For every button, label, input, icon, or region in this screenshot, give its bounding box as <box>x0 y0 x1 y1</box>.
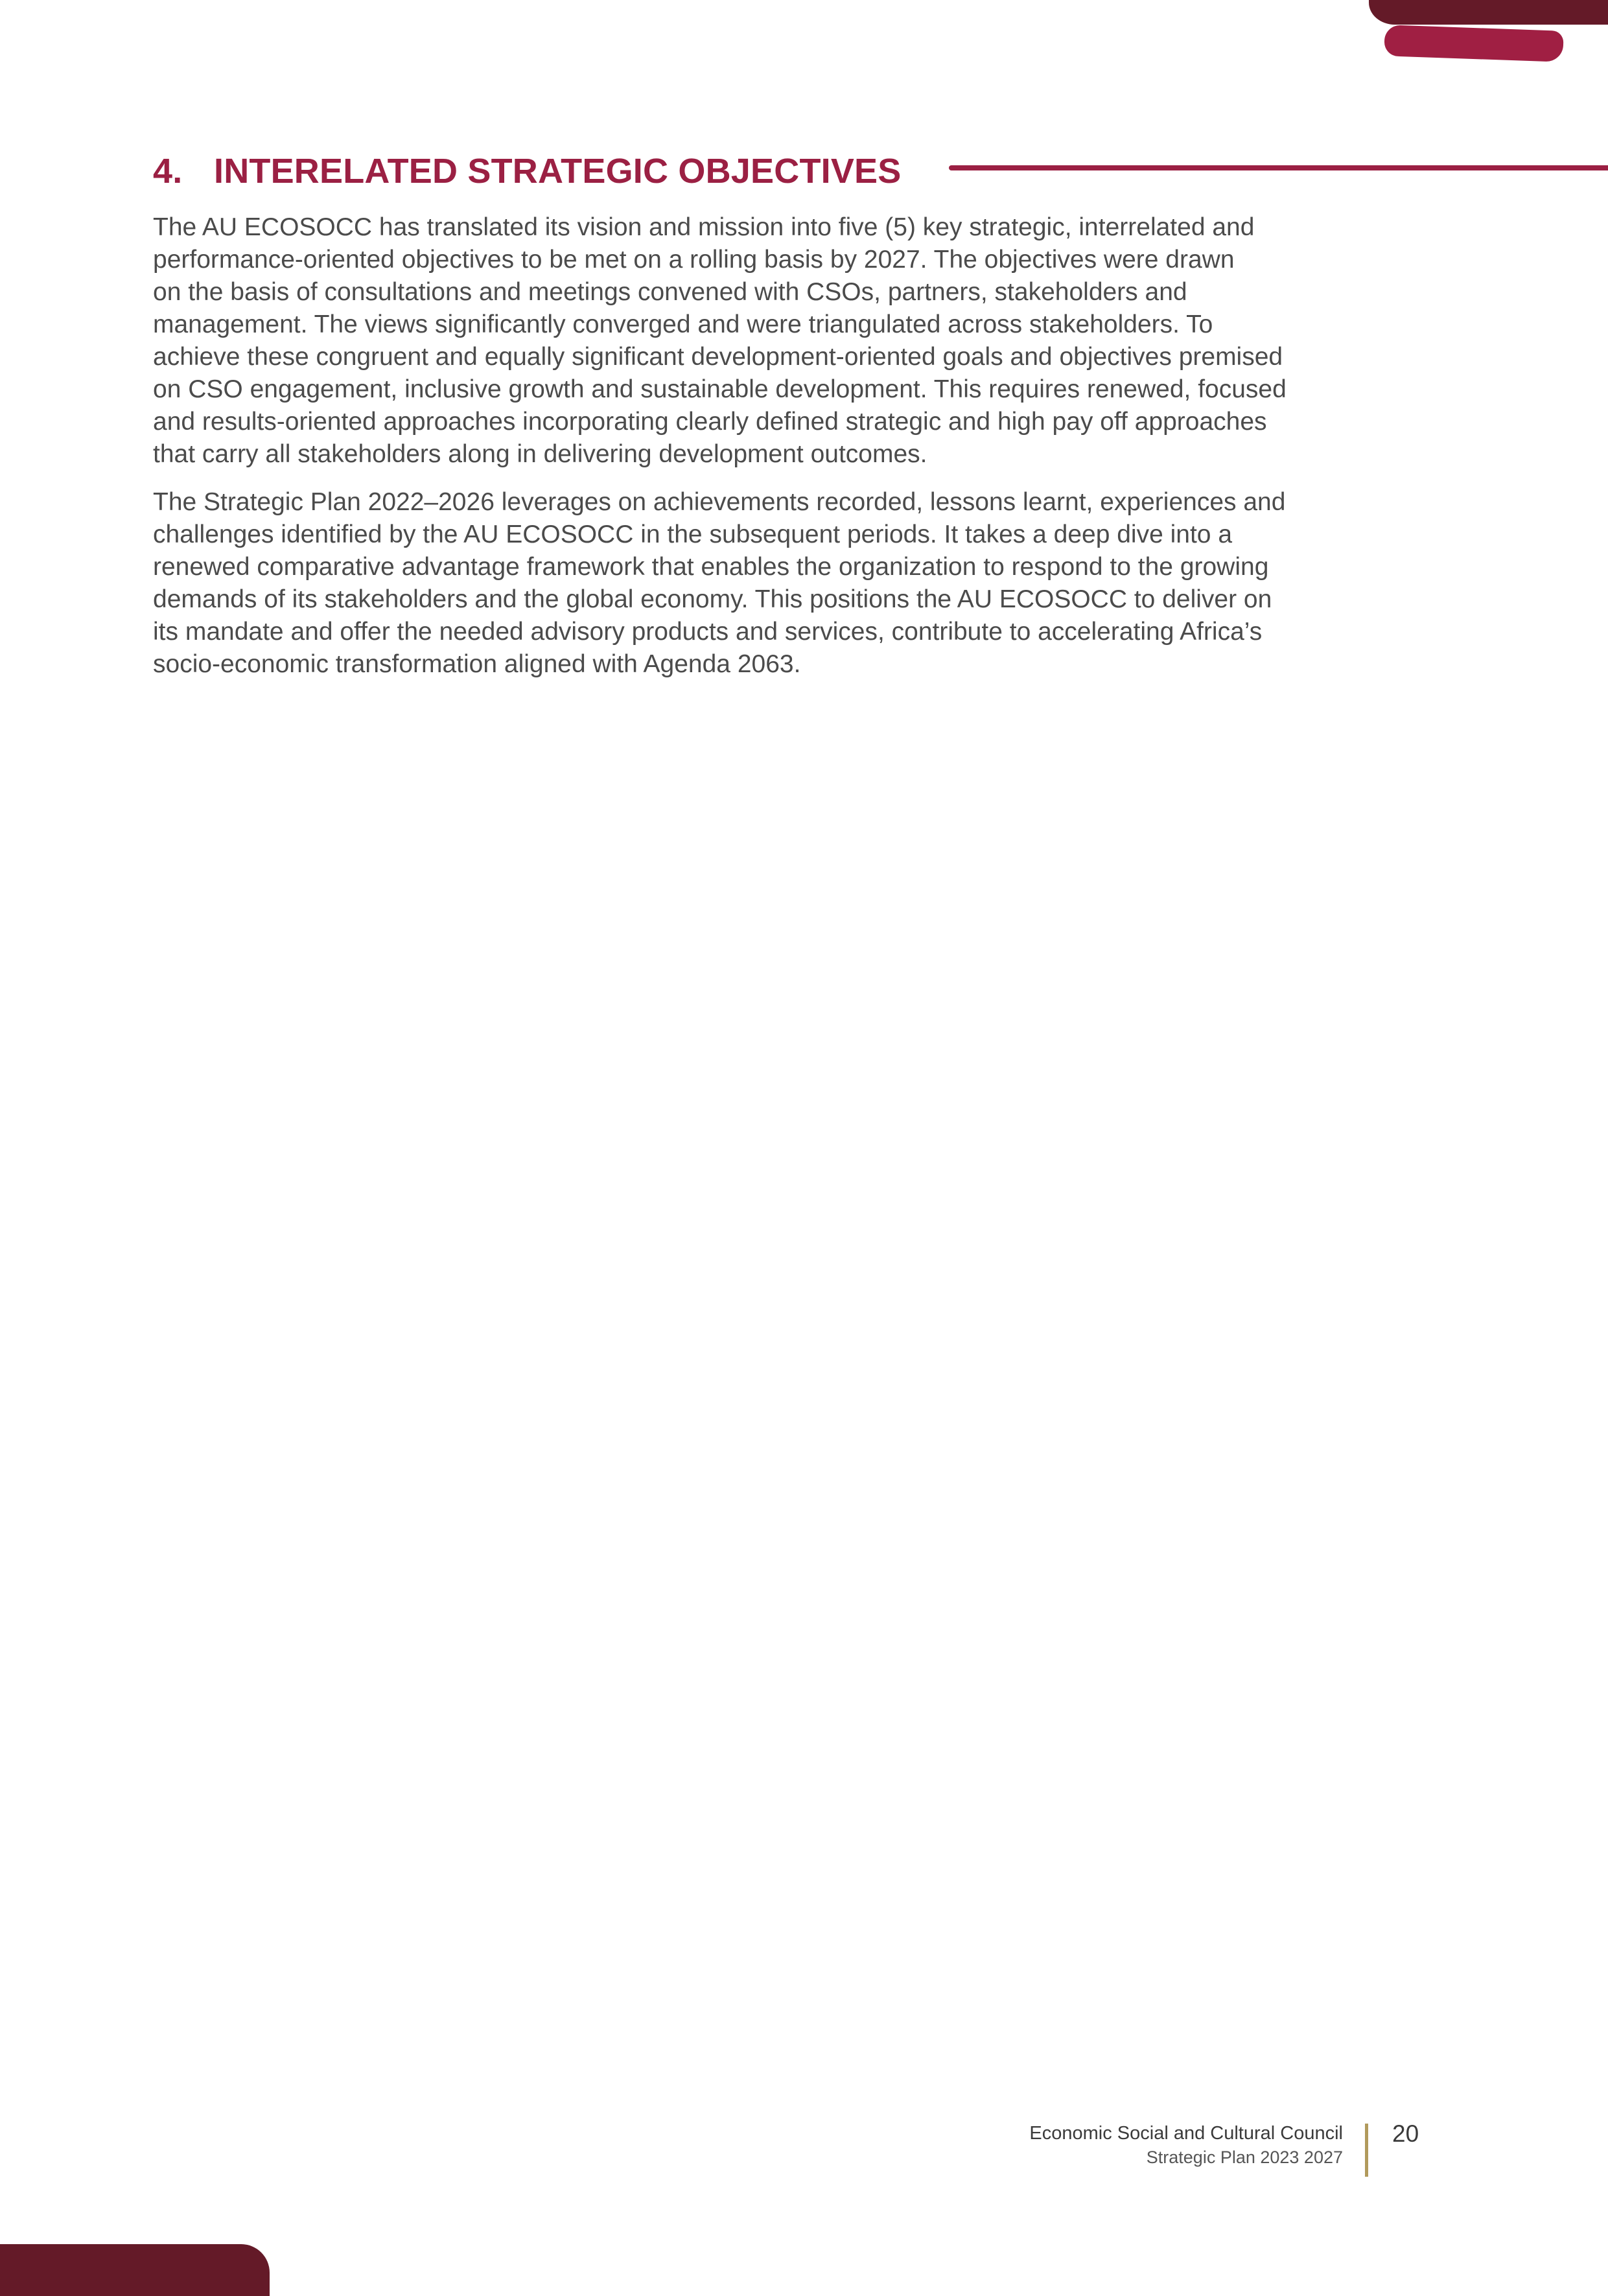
footer-divider <box>1365 2124 1368 2177</box>
section-heading <box>153 150 901 192</box>
top-brush-stroke-dark <box>1369 0 1608 25</box>
section-title: INTERELATED STRATEGIC OBJECTIVES <box>214 152 902 191</box>
footer-text <box>1029 2121 1343 2169</box>
page-number: 20 <box>1392 2120 1419 2147</box>
section-number: 4. <box>153 152 183 191</box>
paragraph: The Strategic Plan 2022–2026 leverages on achievements recorded, lessons learnt, experiences and challenges identified by the AU ECOSOCC in the subsequent periods. It takes a deep dive into a renewed comparative advantage framework that enables the organization to respond to the growing demands of its stakeholders and the global economy. This positions the AU ECOSOCC to deliver on its mandate and offer the needed advisory products and services, contribute to accelerating Africa’s socio-economic transformation aligned with Agenda 2063. <box>153 488 1286 678</box>
page-footer <box>907 2121 1439 2179</box>
paragraph: The AU ECOSOCC has translated its vision and mission into five (5) key strategic, interrelated and performance-oriented objectives to be met on a rolling basis by 2027. The objectives were drawn on the basis of consultations and meetings convened with CSOs, partners, stakeholders and management. The views significantly converged and were triangulated across stakeholders. To achieve these congruent and equally significant development-oriented goals and objectives premised on CSO engagement, inclusive growth and sustainable development. This requires renewed, focused and results-oriented approaches incorporating clearly defined strategic and high pay off approaches that carry all stakeholders along in delivering development outcomes. <box>153 213 1287 468</box>
heading-rule <box>949 165 1608 170</box>
top-brush-stroke-red <box>1384 25 1564 62</box>
body-text <box>153 211 1475 696</box>
bottom-brush-stroke <box>0 2244 270 2296</box>
footer-organization: Economic Social and Cultural Council <box>1029 2123 1343 2144</box>
footer-document-title: Strategic Plan 2023 2027 <box>1146 2148 1343 2167</box>
section-heading-row <box>153 145 1608 197</box>
